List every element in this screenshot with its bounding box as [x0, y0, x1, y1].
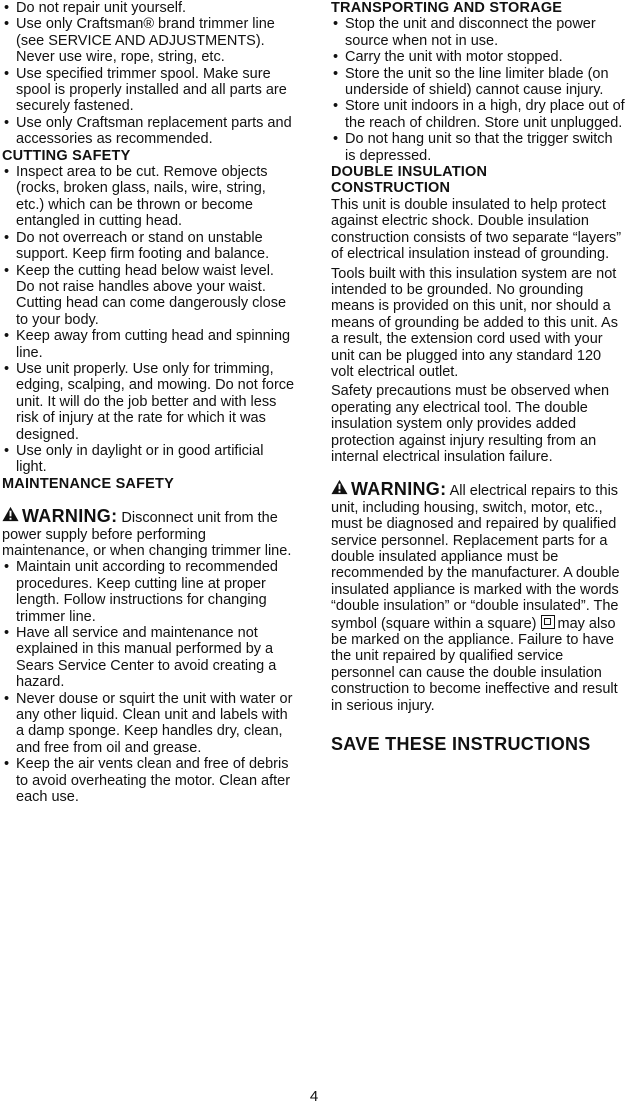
maintenance-warning: [2, 506, 296, 559]
cutting-safety-heading: CUTTING SAFETY: [2, 147, 131, 164]
warning-label: WARNING:: [22, 506, 118, 527]
heading-line-2: CONSTRUCTION: [331, 180, 451, 197]
list-item: • Never douse or squirt the unit with water or any other liquid. Clean unit and labels with a damp sponge. Keep handles dry, clean, and free from oil and grease.: [2, 691, 296, 757]
list-item: • Inspect area to be cut. Remove objects (rocks, broken glass, nails, wire, string, etc.) which can be thrown or become entangled in cutting head.: [2, 164, 296, 230]
list-item: • Do not hang unit so that the trigger switch is depressed.: [331, 131, 627, 164]
list-item: • Use specified trimmer spool. Make sure spool is properly installed and all parts are securely fastened.: [2, 66, 296, 115]
list-item: • Store unit indoors in a high, dry place out of the reach of children. Store unit unplugged.: [331, 98, 627, 131]
list-item: • Store the unit so the line limiter blade (on underside of shield) cannot cause injury.: [331, 66, 627, 99]
warning-head: [331, 479, 447, 500]
list-item: • Keep away from cutting head and spinning line.: [2, 328, 296, 361]
warning-triangle-icon: [331, 479, 348, 495]
list-item: • Do not repair unit yourself.: [2, 0, 296, 16]
heading-line-1: DOUBLE INSULATION: [331, 164, 488, 181]
maintenance-safety-list: [2, 559, 296, 805]
intro-list: [2, 0, 296, 148]
list-item: • Keep the cutting head below waist level. Do not raise handles above your waist. Cutting head can come dangerously close to your body.: [2, 263, 296, 329]
warning-text-part-a: All electrical repairs to this unit, including housing, switch, motor, etc., must be diagnosed and repaired by qualified service personnel. Replacement parts for a double insulated appliance must be recommended by the manufacturer. A double insulated appliance is marked with the words “double insulation” or “double insulated”. The symbol (square within a square): [331, 483, 620, 632]
paragraph: This unit is double insulated to help protect against electric shock. Double insulation construction consists of two separate “layers” of electrical insulation instead of grounding.: [331, 196, 622, 263]
left-column: [2, 0, 296, 806]
warning-triangle-icon: [2, 506, 19, 522]
double-insulation-square-icon: [541, 615, 555, 629]
paragraph: Safety precautions must be observed when operating any electrical tool. The double insulation system only provides added protection against injury resulting from an internal electrical insulation failure.: [331, 383, 610, 465]
list-item: • Keep the air vents clean and free of debris to avoid overheating the motor. Clean after each use.: [2, 756, 296, 805]
warning-text: Disconnect unit from the power supply before performing maintenance, or when changing trimmer line.: [2, 510, 292, 559]
right-column: [331, 0, 627, 755]
transporting-storage-heading: TRANSPORTING AND STORAGE: [331, 0, 563, 16]
list-item: • Use unit properly. Use only for trimming, edging, scalping, and mowing. Do not force unit. It will do the job better and with less risk of injury at the rate for which it was designed.: [2, 361, 296, 443]
page-number: 4: [309, 1088, 319, 1105]
save-instructions-heading: SAVE THESE INSTRUCTIONS: [331, 734, 591, 755]
list-item: • Maintain unit according to recommended procedures. Keep cutting line at proper length. Follow instructions for changing trimmer line.: [2, 559, 296, 625]
list-item: • Have all service and maintenance not explained in this manual performed by a Sears Service Center to avoid creating a hazard.: [2, 625, 296, 691]
double-insulation-heading: [331, 164, 627, 197]
list-item: • Stop the unit and disconnect the power source when not in use.: [331, 16, 627, 49]
list-item: • Do not overreach or stand on unstable support. Keep firm footing and balance.: [2, 230, 296, 263]
cutting-safety-list: [2, 164, 296, 476]
warning-label: WARNING:: [351, 479, 447, 500]
warning-head: [2, 506, 118, 527]
warning-text-part-b: may also be marked on the appliance. Failure to have the unit repaired by qualified service personnel can cause the double insulation construction to become ineffective and result in serious injury.: [331, 615, 618, 714]
maintenance-safety-heading: MAINTENANCE SAFETY: [2, 475, 174, 492]
paragraph: Tools built with this insulation system are not intended to be grounded. No grounding means is provided on this unit, nor should a means of grounding be added to this unit. As a result, the extension cord used with your unit can be plugged into any standard 120 volt electrical outlet.: [331, 265, 618, 380]
electrical-warning: [331, 479, 627, 714]
list-item: • Use only Craftsman® brand trimmer line (see SERVICE AND ADJUSTMENTS). Never use wire, rope, string, etc.: [2, 16, 296, 65]
list-item: • Carry the unit with motor stopped.: [331, 49, 627, 65]
list-item: • Use only in daylight or in good artificial light.: [2, 443, 296, 476]
list-item: • Use only Craftsman replacement parts and accessories as recommended.: [2, 115, 296, 148]
transporting-storage-list: [331, 16, 627, 164]
